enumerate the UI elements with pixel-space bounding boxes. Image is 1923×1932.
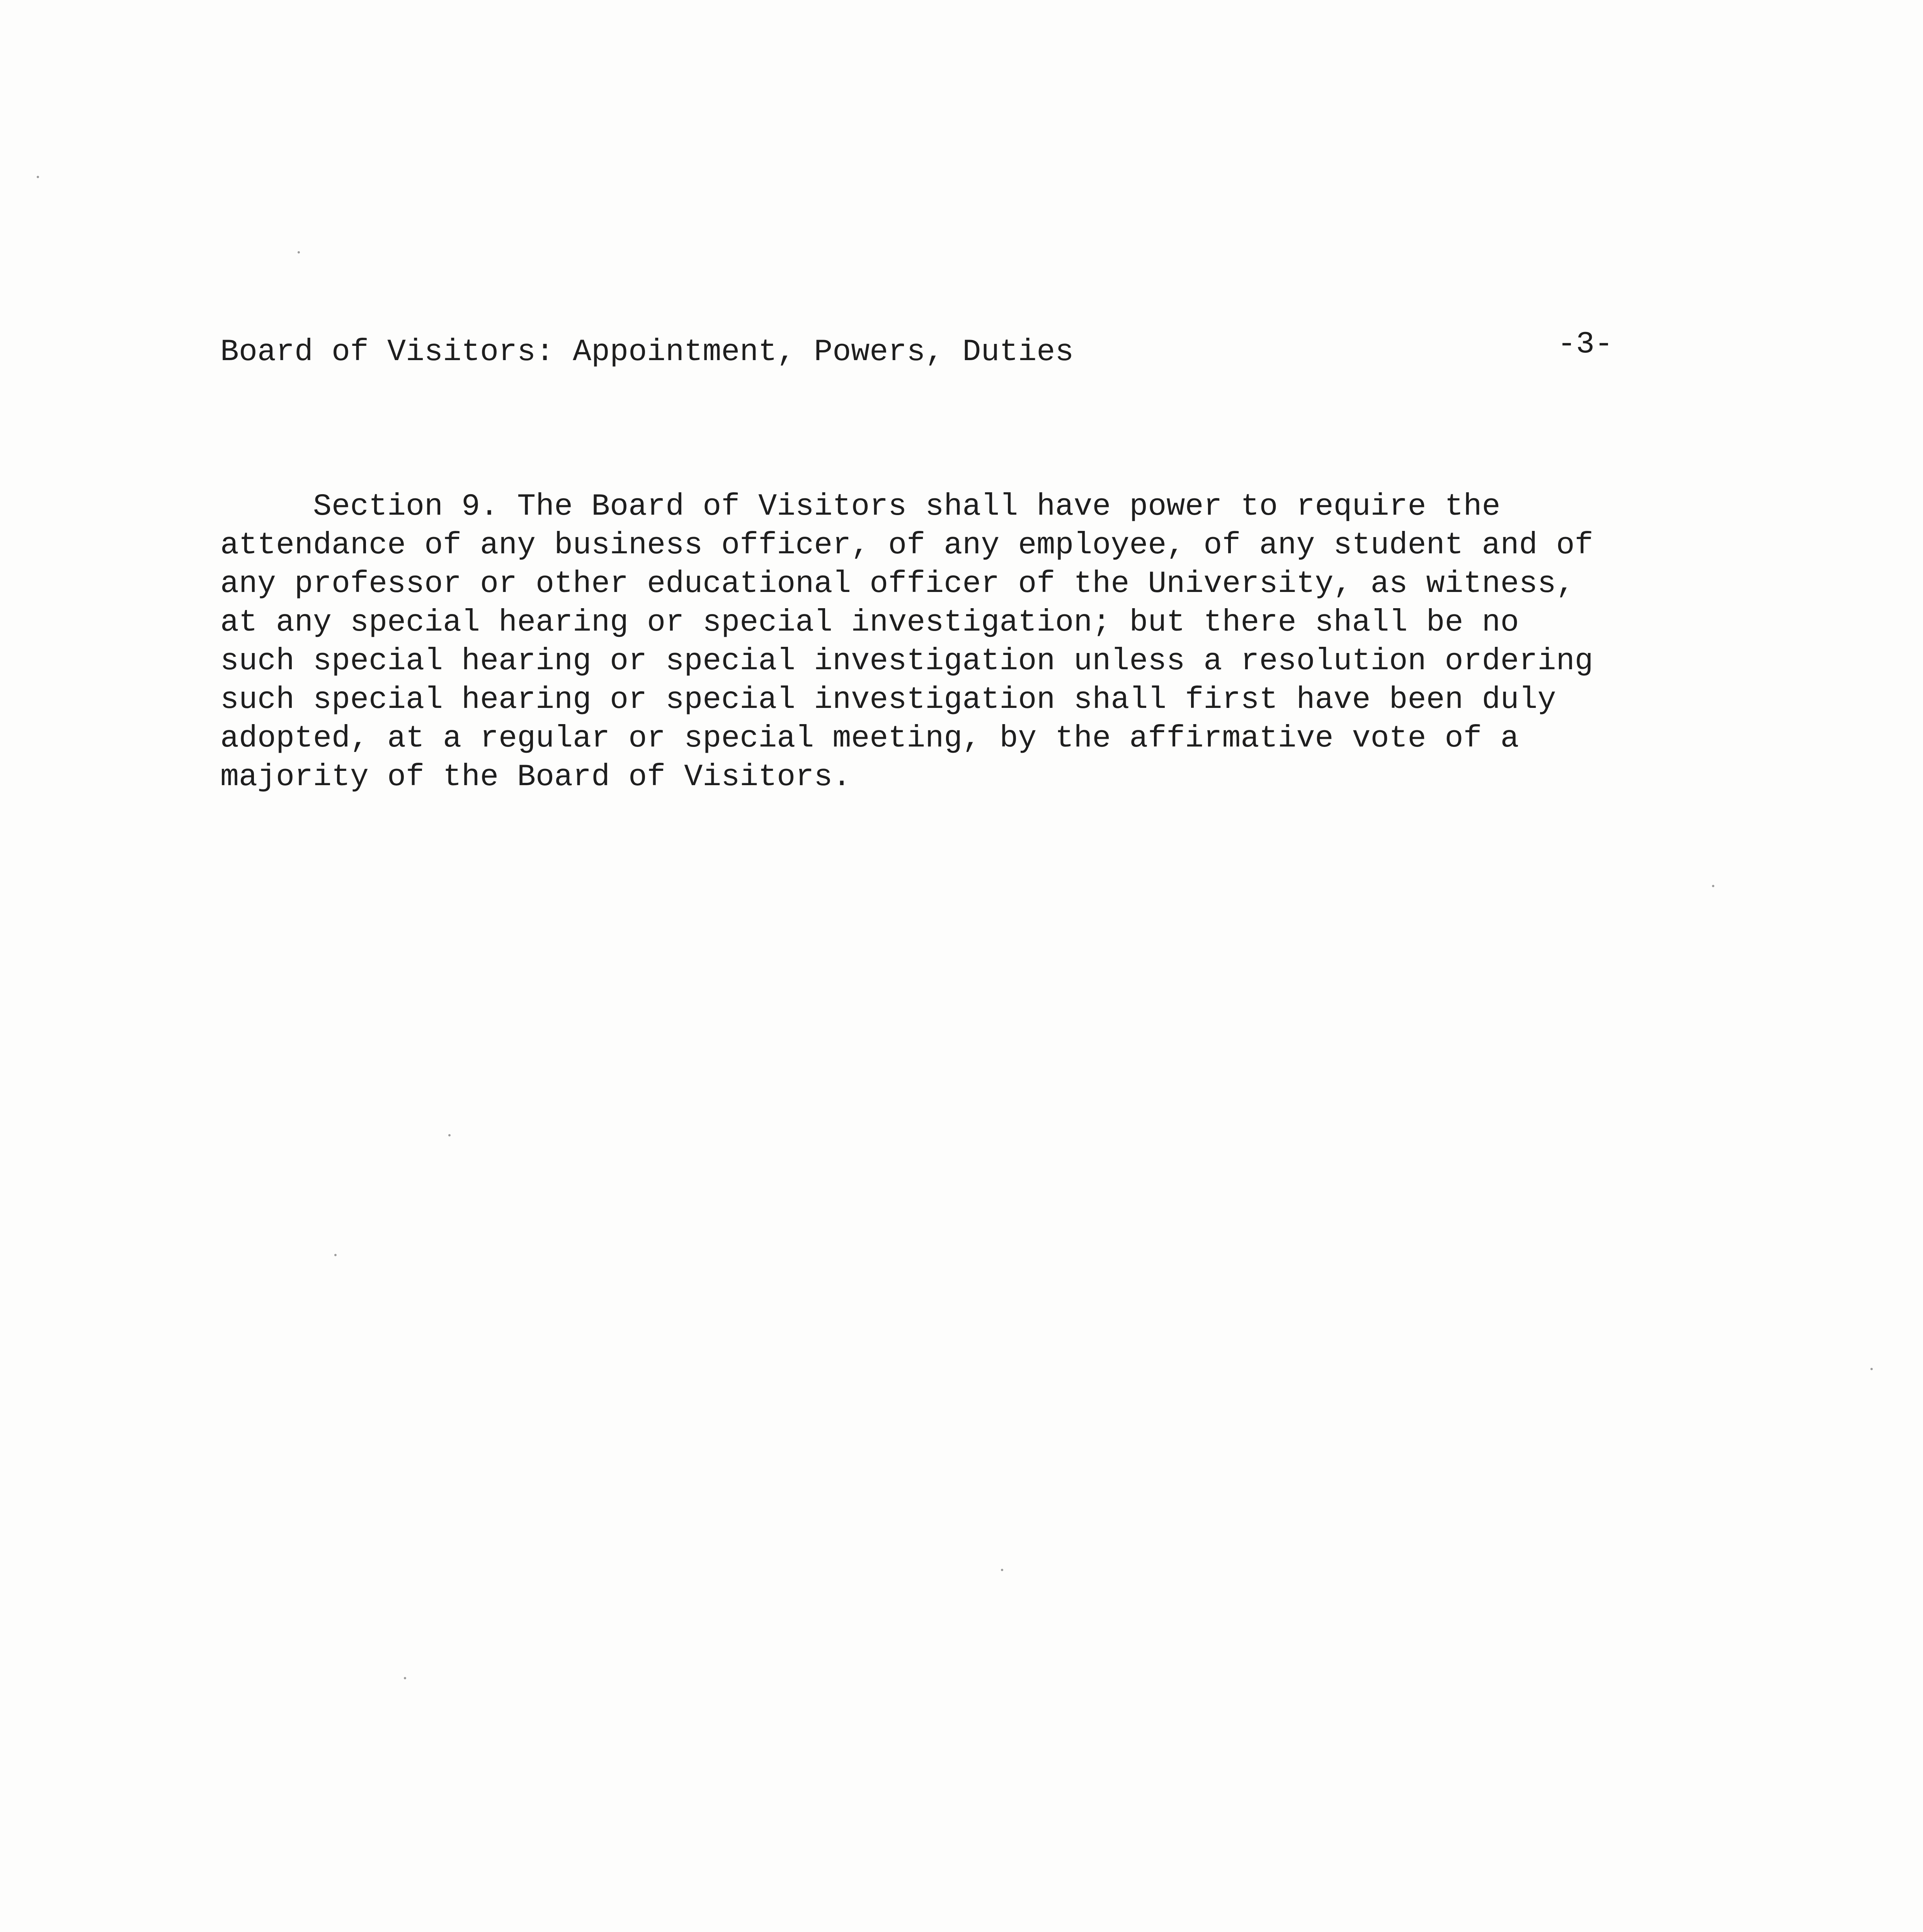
scan-speck <box>1712 885 1714 887</box>
scan-speck <box>37 176 39 178</box>
scan-speck <box>1001 1569 1003 1571</box>
scan-speck <box>404 1677 406 1679</box>
paragraph-line: at any special hearing or special investigation; but there shall be no <box>220 605 1519 640</box>
document-header-title: Board of Visitors: Appointment, Powers, Duties <box>220 335 1074 370</box>
paragraph-line: adopted, at a regular or special meeting, by the affirmative vote of a <box>220 721 1519 756</box>
scan-speck <box>448 1134 451 1136</box>
paragraph-line: any professor or other educational officer of the University, as witness, <box>220 566 1575 602</box>
scan-speck <box>1870 1368 1873 1370</box>
scan-speck <box>334 1254 337 1256</box>
section-9-paragraph <box>220 488 1650 797</box>
paragraph-line: majority of the Board of Visitors. <box>220 760 851 795</box>
page-number: -3- <box>1557 327 1613 362</box>
paragraph-line: attendance of any business officer, of any employee, of any student and of <box>220 528 1593 563</box>
paragraph-line: Section 9. The Board of Visitors shall have power to require the <box>220 489 1501 524</box>
paragraph-line: such special hearing or special investigation shall first have been duly <box>220 682 1556 718</box>
paragraph-line: such special hearing or special investigation unless a resolution ordering <box>220 644 1593 679</box>
scan-speck <box>298 251 300 253</box>
